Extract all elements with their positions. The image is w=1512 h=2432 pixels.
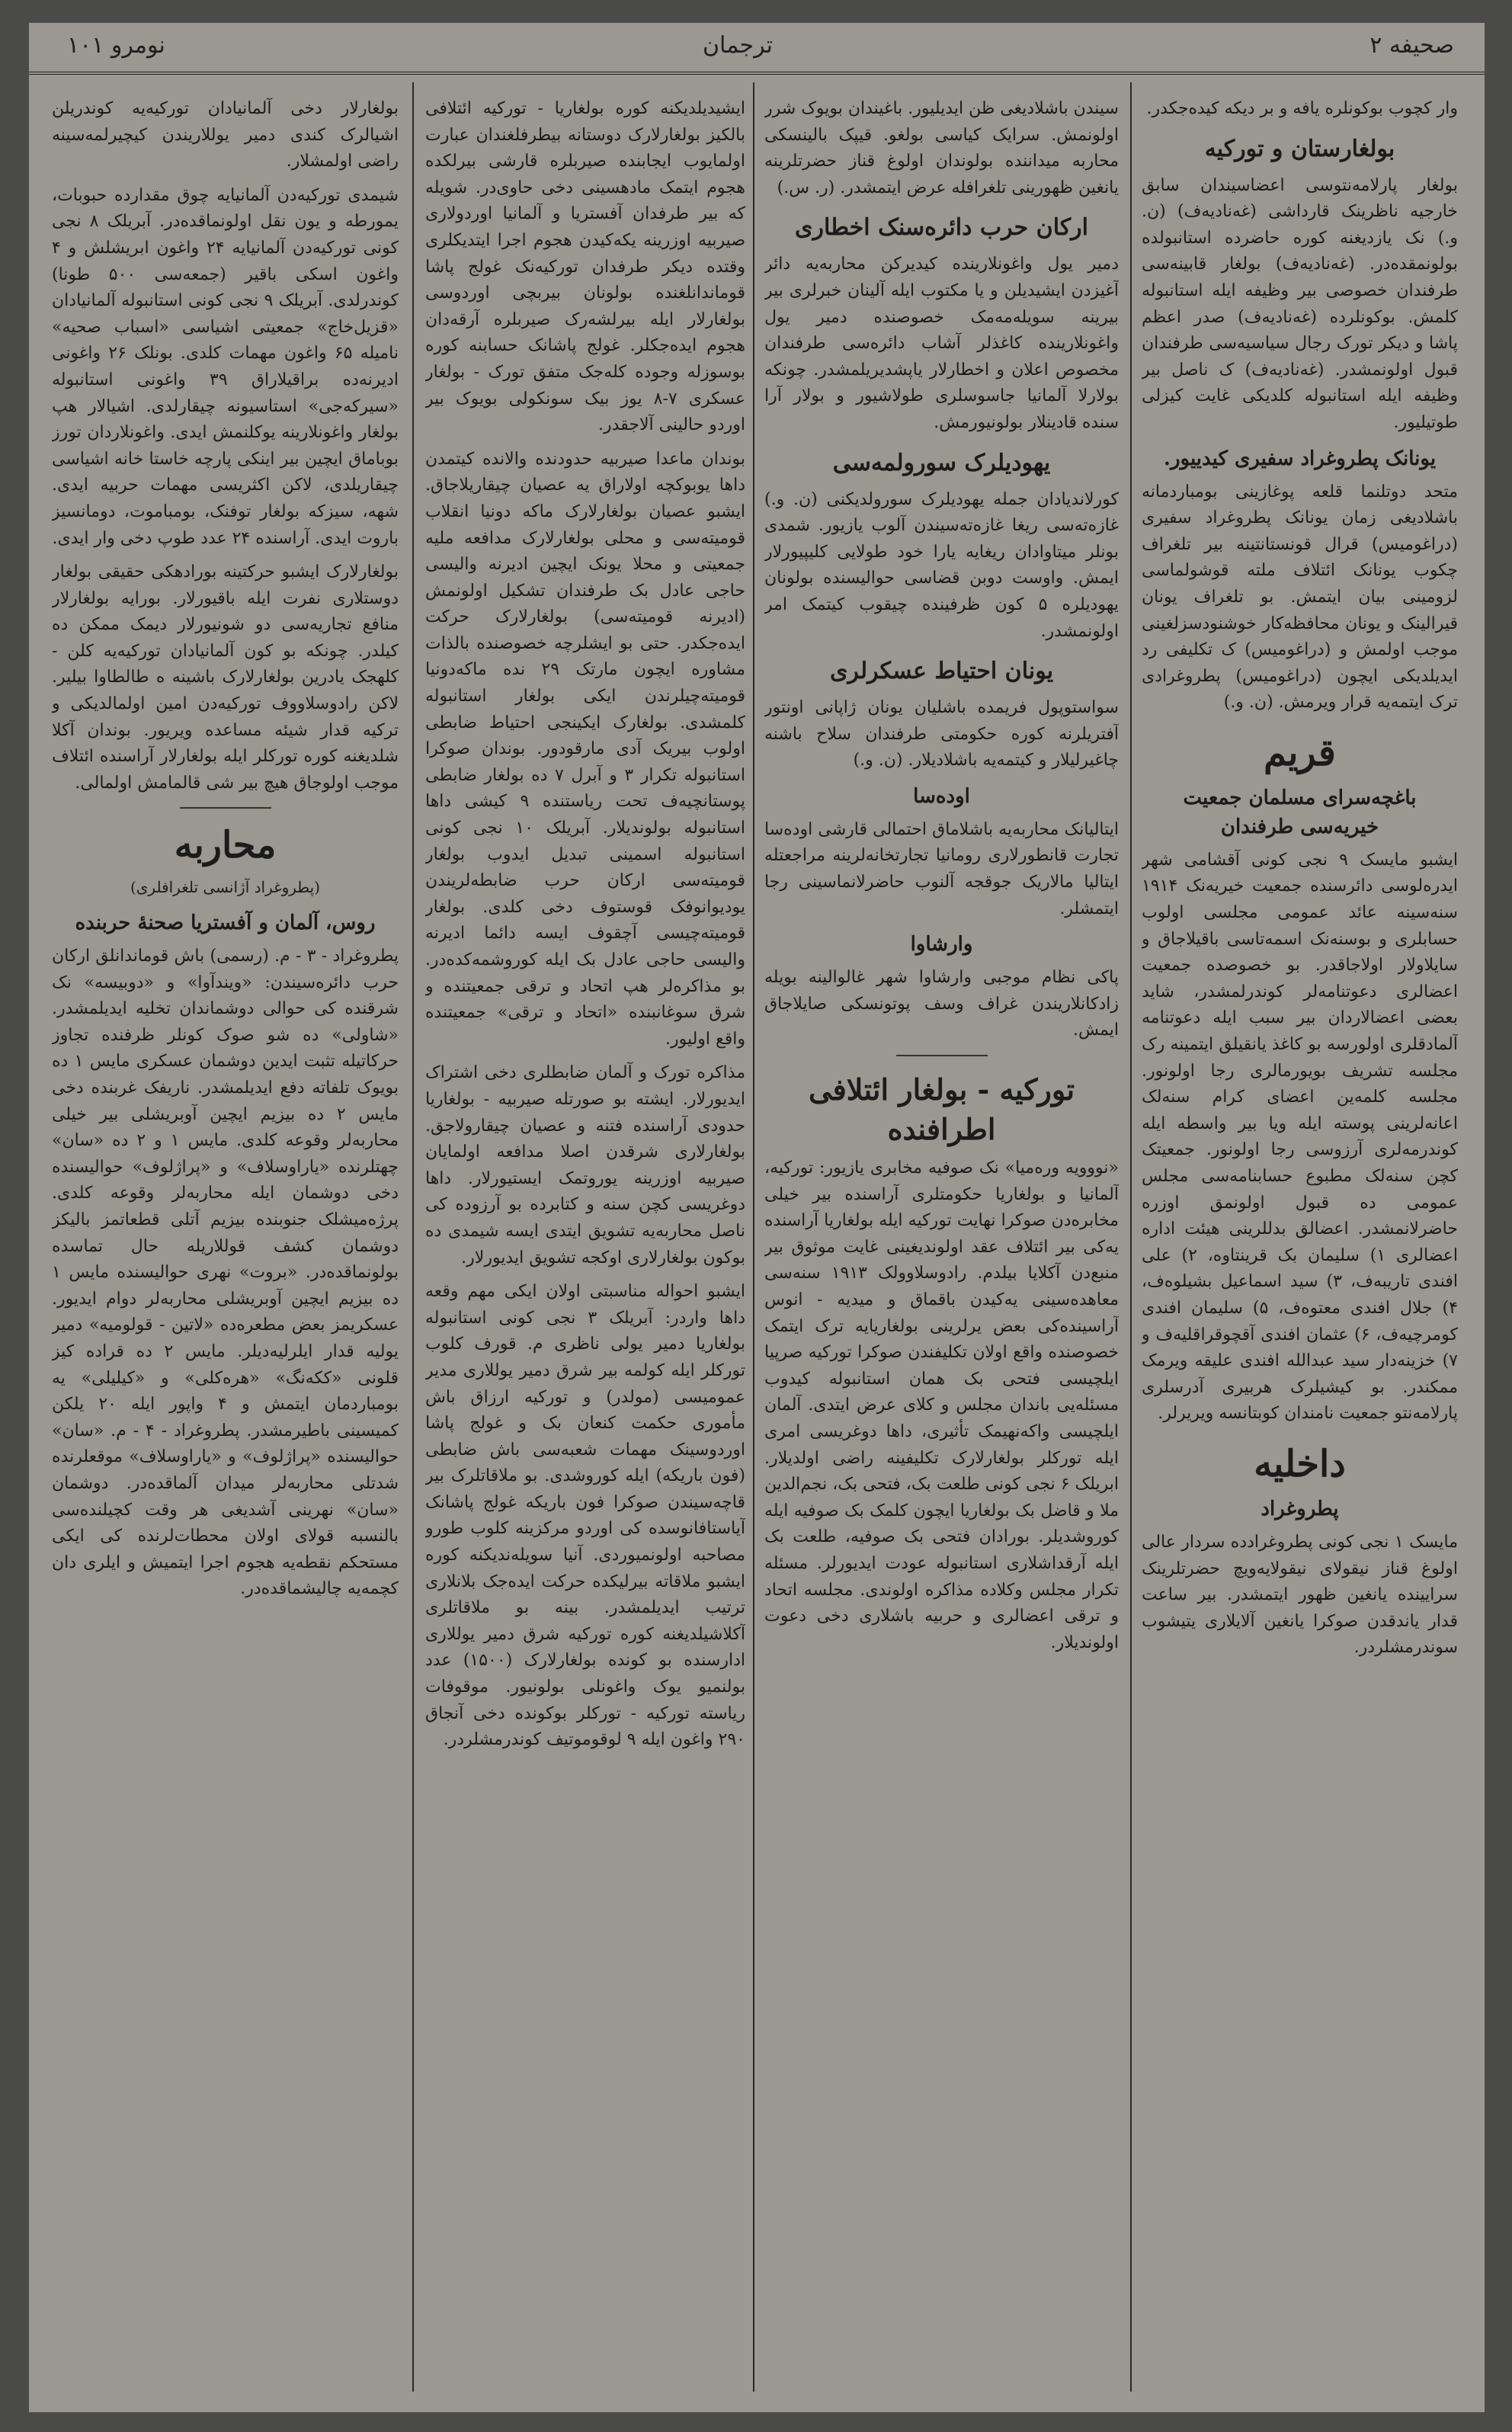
column-divider [412, 82, 414, 2392]
column-divider [1130, 82, 1132, 2392]
section-title-domestic: داخلیه [1254, 1442, 1346, 1485]
paragraph: بوندان ماعدا صیربیه حدودنده والانده کیتمدن داها یوبوکچه اولاراق یه عصیان چیقاریلاجاق. ایشبو عصیان بولغارلارک ماکه دونیا انقلاب قومیته‌سی و محلی بولغارلارک مدافعه ملیه جمعیتی و محلا یونک ایچین ادیرنه والیسی حاجی عادل بک طرفندان تشکیل اولونمش (ادیرنه قومیته‌سی) بولغارلارک حرکت ایده‌جکدر. حتی بو ایشلرچه خصوصنده بالذات مشاوره ایچون مارتک ۲۹ نده ماکه‌دونیا قومیته‌چیلرندن ایکی بولغار استانبوله کلمشدی. بولغارک ایکینجی احتیاط ضابطی اولوب بیریک آدی مارقودور. بوندان صوکرا استانبوله تکرار ۳ و آبرل ۷ ده بولغار ضابطی پوستانچیه‌ف تحت ریاستنده ۹ کیشی داها استانبوله بولوندیلار. آبریلک ۱۰ نجی کونی استانبوله اسمینی تبدیل ایدوب بولغار قومیته‌سی ارکان حرب ضابطه‌لریندن یودیوانوفک قوستوف دخی کلدی. بولغار قومیته‌چیسی آچقوف ایسه دائما ادیرنه والیسی حاجی عادل بک ایله کوروشمه‌کده‌در. بو مذاکره‌لر هپ اتحاد و ترقی جمعیتنده و شرق سوغانبنده «اتحاد و ترقی» جمعیتنده واقع اولیور. [425, 449, 745, 1049]
paragraph: بولغارلارک ایشبو حرکتینه بورادهکی حقیقی بولغار دوستلاری نفرت ایله باقیورلار. بورایه بولغارلار منافع تجاریه‌سی دو شونیورلار دیمک ممکن ده کیلدر. چونکه بو کون آلمانیادان تورکیه‌یه کلن - کلهجک یادرین بولغارلارک باشینه ه طالطاوا بیلیر. لاکن رادوسلاووف تورکیه‌دن امین اولمالدیکی و ترکیه قدار شیئه مساعده ویریور. بوندان آکلا شلدیغنه کوره تورکلر ایله بولغارلار آراسنده ائتلاف موجب اولوجاق هیچ بیر شی قالمامش اولمالی. [52, 562, 399, 793]
paragraph: بولغارلار دخی آلمانیادان تورکیه‌یه کوندریلن اشیالرک کندی دمیر یوللاریندن کیچیرلمه‌سینه راضی اولمشلار. [52, 99, 399, 171]
column-1-intro: وار کچوب بوکونلره یافه و بر دیکه کیده‌جکدر. [1146, 99, 1458, 118]
article-title-turkey-bulgaria-alliance: تورکیه - بولغار ائتلافی اطرافنده [808, 1072, 1075, 1147]
column-2-intro: سیندن باشلادیغی ظن ایدیلیور. باغیندان بویوک شرر اولونمش. سرایک کیاسی بولغو. قیپک بالینسکی محاربه میداننده بولوندان اولوغ قناز حضرتلرینه یانغین ظهورینی تلغرافله عرض ایتمشدر. (ر. س.) [764, 99, 1119, 197]
section-subtitle-domestic: پطروغراد [1261, 1497, 1339, 1520]
article-body-staff-warning: دمیر یول واغونلارینده کیدیرکن محاربه‌یه دائر آغیزدن ایشیدیلن و یا مکتوب ایله آلینان خبرلری بیر بیرینه سویله‌مه‌مک خصوصنده دمیر یول واغونلارینده کاغذلر آشاب دائره‌سی طرفندان مخصوص اعلان و اخطارلار یاپشدیریلمشدر. چونکه بولارلا آلمانیا جاسوسلری طولاشیور و بولار آرا سنده قادینلار بولونیورمش. [764, 255, 1119, 432]
article-body-greek-reserves: سواستوپول فریمده باشلیان یونان ژاپانی اونتور آفتریلرنه کوره حکومتی طرفندان سلاح باشنه چاغیرلیلار و کیتمه‌یه باشلادیلار. (ن. و.) [764, 698, 1119, 771]
article-body-crimea: ایشبو مایسک ۹ نجی کونی آقشامی شهر ایدره‌لوسی دائرسنده جمعیت خیریه‌نک ۱۹۱۴ سنه‌سینه عائد عمومی مجلسی اولوب حسابلری و بوسنه‌نک اسمه‌تاسی باقیلاجاق و سایلاولار اولاجاقدر. بو خصوصده جمعیت اعضالری دعوتنامه‌لر کوندرلمشدر، شاید بعضی اعضالاردان بیر سبب ایله دعوتنامه آلمادقلری اولورسه بو کاغذ یانقیلق ایتمینه رک مجلسه تشریف بویورمالری رجا اولونور. مجلسه کلمه‌ین اعضای کرام سنه‌لک اعانه‌لرینی پوسته ایله ویا بیر واسطه ایله کوندرمه‌لری آرزوسی رجا اولونور. جمعیتک کچن سنه‌لک مطبوع حسابنامه‌سی مجلس عمومی ده قبول اولونمق اوزره حاضرلانمشدر. اعضالق بدللرینی هیئت اداره اعضالری ۱) سلیمان بک قرینتاوه، ۲) علی افندی تاریبه‌ف، ۳) سید اسماعیل بشیلوه‌ف، ۴) جلال افندی معتوه‌ف، ۵) سلیمان افندی کومرچیه‌ف، ۶) عثمان افندی آقچوقراقلیه‌ف و ۷) خزینه‌دار سید عبدالله افندی علیقه ویرمک ممکندر. بو کیشیلرک هربیری آدرسلری پارلامه‌نتو جمعیت نامندان کوبتانسه ویریرلر. [1142, 850, 1458, 1424]
masthead: ترجمان [703, 32, 773, 59]
section-heading-war: روس، آلمان و آفستریا صحنهٔ حربنده [75, 912, 376, 935]
paragraph: ایشبو احواله مناسبتی اولان ایکی مهم وقعه داها واردر: آبریلک ۳ نجی کونی استانبوله بولغاریا دمیر یولی ناظری م. قورف کلوب تورکلر ایله کولمه بیر شرق دمیر یوللاری مدیر عمومیسی (مولدر) و تورکیه ارزاق باش مأموری حکمت کنعان بک و غولج پاشا اوردوسینک مهمات شعبه‌سی باش ضابطی (فون باریکه) ایله کوروشدی. بو ملاقاتلرک بیر قاچه‌سیندن صوکرا فون باریکه غولج پاشانک آیاستافانوسده کی اوردو مرکزینه کلوب طورو مصاحبه اولونمیوردی. آنیا سویله‌ندیکنه کوره ایشبو ملاقاته بیرلیکده حرکت ایده‌جک بلانلاری ترتیب ایدیلمشدر. بینه بو ملاقاتلری آکلاشیلدیغنه کوره تورکیه شرق دمیر یوللاری ادارسنده بو کونده بولغارلارک (۱۵۰۰) عدد بولنمیو یوک واغونلی بولونیور. موقوفات ریاسته تورکیه - تورکلر بوکونده دخی آنجاق ۲۹۰ واغون ایله ۹ لوقوموتیف کوندرمشلردر. [425, 1282, 745, 1750]
divider-line [896, 1055, 988, 1056]
article-body-jews-expelled: کورلاندیادان جمله یهودیلرک سورولدیکنی (ن. و.) غازه‌ته‌سی ریغا غازه‌ته‌سیندن آلوب یازیور. شمدی بونلر میتاوادان ریغایه یارا خود طولایی کلیپیورلار ایمش. واوست دوبن قضاسی حوالیسنده بولونان یهودیلره ۵ کون ظرفینده چیقوب کیتمک امر اولونمشدر. [764, 489, 1119, 641]
article-body-domestic: مایسک ۱ نجی کونی پطروغرادده سردار عالی اولوغ قناز نیقولای نیقولایه‌ویچ حضرتلرینک سرایینده یانغین ظهور ایتمشدر. بیر ساعت قدار یاندقدن صوکرا یانغین آلایلاری یتیشوب سوندرمشلردر. [1142, 1532, 1458, 1658]
article-title-greek-reserves: یونان احتیاط عسکرلری [829, 658, 1054, 685]
page-header [29, 23, 1485, 75]
newspaper-page [29, 23, 1485, 2412]
article-body-greek-ambassador: متحد دوتلنما قلعه پوغازینی بومباردمانه باشلادیغی زمان یونانک پطروغراد سفیری (دراغومیس) قرال قونستانتینه بیر تلغراف چکوب یونانک ائتلاف ملته قوشولماسی لزومینی بیان ایتمش. بو تلغراف یونان قیرالینک و یونان محافظه‌کار خوشنودسزلغینی موجب اولمش و (دراغومیس) ک تکلیفی رد ایدیلدیکی ایچون (دراغومیس) پطروغرادی ترک ایتمه‌یه قرار ویرمش. (ن. و.) [1142, 482, 1458, 713]
section-title-war: محاربه [174, 824, 277, 867]
article-title-warsaw: وارشاوا [910, 933, 973, 956]
issue-number: نومرو ۱۰۱ [67, 32, 165, 59]
paragraph: ایشیدیلدیکنه کوره بولغاریا - تورکیه ائتلافی بالکیز بولغارلارک دوستانه بیطرفلغندان عبارت اولمایوب ایجابنده صیربلره قارشی بیرلکده هجوم ایتمک مادهسینی دخی حاوی‌در. شویله که بیر طرفدان آفستریا و آلمانیا اوردولاری صیربیه اوزرینه یکه‌کیدن هجوم اجرا ایتدیکلری وقتده دیکر طرفدان تورکیه‌نک غولج پاشا قوماندانلغنده بولونان بیربچی اوردوسی بولغارلار ایله بیرلشه‌رک صیربلره آرقه‌دان هجوم ایده‌جکلر. غولج پاشانک حسابنه کوره بوسوزله وجوده کله‌جک متفق تورک - بولغار عسکری ۷-۸ یوز بیک سونکولی بویوک بیر اوردو حالینی آلاجقدر. [425, 99, 745, 435]
article-body-turkey-bulgaria-alliance: «نووویه وره‌میا» نک صوفیه مخابری یازیور: تورکیه، آلمانیا و بولغاریا حکومتلری آراسنده بیر خیلی مخابره‌دن صوکرا نهایت تورکیه ایله بولغاریا آراسنده یه‌کی بیر ائتلاف عقد اولوندیغینی غایت موثوق بیر منبع‌دن آکلایا بیلدم. رادوسلاوولک ۱۹۱۳ سنه‌سی معاهده‌سینی یه‌کیدن باقماق و میدیه - انوس آراسینده‌کی بعض یرلرینی بولغاریایه ترک ایتمک خصوصنده واقع اولان تکلیفندن صوکرا تورکیه صرپیا ایلچیسی فتحی بک همان استانبوله کیدوب مسئله‌یی باندان مجلس و کلای عرض ایتدی. آلمان ایلچیسی واکه‌نهیمک تأثیری، داها دوغریسی امری ایله تورکلر بولغارلارک تکلیفینه راضی اولدیلار. ابریلک ۶ نجی کونی طلعت بک، فتحی بک، نجم‌الدین ملا و قاضل بک بولغاریا ایچون کلمک بک صوفیه ایله کوروشدیلر. بورادان فتحی بک صوفیه، طلعت بک ایله آرقداشلاری استانبوله عودت ایدیورلر. مسئله تکرار مجلس وکلاده مذاکره اولوندی. مجلسه اتحاد و ترقی اعضالری و حربیه باشلاری دخی دعوت اولوندیلار. [764, 1158, 1119, 1652]
article-title-jews-expelled: یهودیلرک سورولمه‌سی [832, 449, 1051, 476]
article-body-bulgaria-turkey: بولغار پارلامه‌نتوسی اعضاسیندان سابق خارجیه ناظرینک قارداشی (غه‌نادیه‌ف) (ن. و.) نک یازدیغنه کوره حاضرده استانبولده بولونمقده‌در. (غه‌نادیه‌ف) بولغار قابینه‌سی طرفندان خصوصی بیر وظیفه ایله استانبوله کلمش. بوکونلرده (غه‌نادیه‌ف) صدر اعظم پاشا و دیکر تورک رجال سیاسیه‌سی طرفندان قبول اولونمشدر. (غه‌نادیه‌ف) ک ناصل بیر وظیفه ایله استانبوله کلدیکی غایت کیزلی طوتیلیور. [1142, 175, 1458, 432]
column-divider [753, 82, 754, 2392]
column-2 [764, 96, 1119, 2390]
article-title-odessa: اوده‌سا [913, 784, 970, 808]
column-3 [425, 96, 745, 2390]
divider-line [180, 807, 271, 809]
section-subtitle-crimea: باغچه‌سرای مسلمان جمعیت خیریه‌سی طرفندان [1183, 786, 1417, 838]
paragraph: مذاکره تورک و آلمان ضابطلری دخی اشتراک ایدیورلار. ایشته بو صورتله صیربیه - بولغاریا حدودی آراسنده فتنه و عصیان چیقارولاجق. بولغارلاری شرقدن اصلا مدافعه اولمایان صیربیه اوزرینه یوروتمک ایستیورلار. داها دوغریسی کچن سنه و کتابرده بو آرزوده کی ناصل محاربه‌یه تشویق ایتدی ایسه شیمدی ده بوکون بولغارلاری اوکجه تشویق ایدیورلار. [425, 1063, 745, 1267]
article-body-warsaw: پاکی نظام موجبی وارشاوا شهر غالوالینه بویله زادکانلاریندن غراف وسف پوتونسکی صایلاجاق ایمش. [764, 968, 1119, 1040]
column-4 [52, 96, 399, 2390]
section-subtitle-war: (پطروغراد آژانسی تلغرافلری) [130, 878, 321, 897]
article-body-odessa: ایتالیانک محاربه‌یه باشلاماق احتمالی قارشی اوده‌سا تجارت قانطورلاری رومانیا تجارتخانه‌لرینه مراجعتله ایتالیا مالاریک جوقجه آلنوب حاضرلانماسینی رجا ایتمشلر. [764, 819, 1119, 918]
article-title-staff-warning: ارکان حرب دائره‌سنک اخطاری [795, 214, 1088, 242]
article-body-war: پطروغراد - ۳ - م. (رسمی) باش قوماندانلق ارکان حرب دائره‌سیندن: «ویندآوا» و «دوبیسه» نک شرقنده کی حوالی دوشماندان تخلیه ایدیلمشدر. «شاولی» ده شو صوک کونلر ظرفنده تجاوز حرکاتیله تثبت ایدین دوشمان عسکری مایس ۱ ده بویوک تلفاته دفع ایدیلمشدر. ناریفک غربنده دخی مایس ۲ ده بیزیم ایچین آوبریشلی بیر خیلی محاربه‌لر وقوعه کلدی. مایس ۱ و ۲ ده «سان» چهتلرنده «یاراوسلاف» و «پراژلوف» حوالیسنده دخی دوشمان ایله محاربه‌لر وقوعه کلدی. پرژه‌میشلک جنوبنده بیزیم آتلی قطعاتمز بالیکز دوشمان کشف قوللاریله حال تماسده بولونماقده‌در. «بروت» نهری حوالیسنده مایس ۱ ده بیزیم ایچین آوبریشلی محاربه‌لر دوام ایدیور. عسکریمز بعض مطعره‌ده «لاتین - قولومیه» دمیر یولیه قدار ایلرلیه‌دیلر. مایس ۲ ده قراده کیز قلونی «ککه‌نگ» «هره‌کلی» و «کیلیلی» یه بومباردمان ایتمش و ۴ واپور ایله ۲۰ یلکن کمیسینی باطیرمشدر. پطروغراد - ۴ - م. «سان» حوالیسنده «پراژلوف» و «یاراوسلاف» موقعلرنده شدتلی محاربه‌لر میدان آلماقده‌در. دوشمان «سان» نهرینی آشدیغی هر وقت کچیلنده‌سی بالنسبه قولای اولان محطات‌لرنده کی ایکی مستحکم نقطه‌یه هجوم اجرا ایتمیش و ایلری دان کچمه‌یه چالیشماقده‌در. [52, 947, 399, 1599]
paragraph: شیمدی تورکیه‌دن آلمانیایه چوق مقدارده حبوبات، یمورطه و یون نقل اولونماقده‌در. آبریلک ۸ نجی کونی تورکیه‌دن آلمانیایه ۲۴ واغون ابریشلش و ۴ واغون اسکی باقیر (جمعه‌سی ۵۰۰ طونا) کوندرلدی. آبریلک ۹ نجی کونی استانبوله آلمانیادان «قزیل‌خاج» جمعیتی اشیاسی «اسباب صحیه» نامیله ۶۵ واغون مهمات کلدی. بونلک ۲۶ واغونی ادیرنه‌ده براقیلاراق ۳۹ واغونی استانبوله «سیرکه‌جی» استاسیونه چیقارلدی. اشیالار هپ بولغار واغونلارینه یوکلنمش ایدی. واغونلاردان تورز بوباماق ایچین بیر اینکی پارچه خاستا خانه اشیاسی چیقاریلدی، لاکن اکثریسی مهمات حربیه ایدی. شهه، سیزکه بولغار توفنک، بومباموت، دومانسیز باروت ایدی. آراسنده ۲۴ عدد طوپ دخی وار ایدی. [52, 185, 399, 548]
article-title-bulgaria-turkey: بولغارستان و تورکیه [1204, 135, 1395, 162]
page-label: صحیفه ۲ [1369, 32, 1454, 59]
article-title-greek-ambassador: یونانک پطروغراد سفیری کیدییور. [1163, 447, 1437, 470]
section-title-crimea: قریم [1264, 731, 1336, 774]
column-1 [1142, 96, 1458, 2390]
